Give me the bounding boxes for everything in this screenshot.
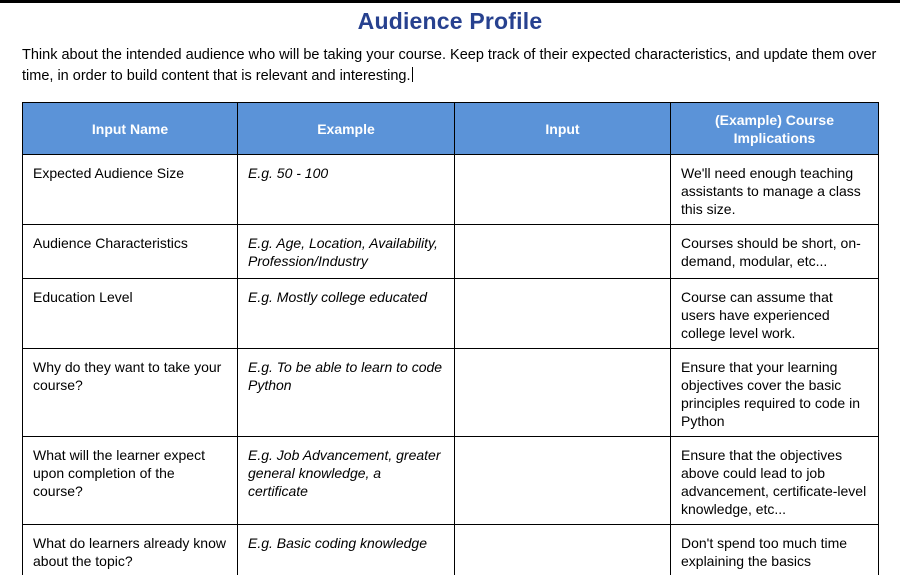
table-row [23, 155, 879, 225]
cell-input-name[interactable]: Audience Characteristics [23, 225, 238, 279]
cell-input-empty[interactable] [455, 279, 671, 349]
audience-profile-table [22, 102, 879, 575]
page-title: Audience Profile [357, 8, 543, 34]
header-input[interactable]: Input [455, 103, 671, 155]
cell-input-empty[interactable] [455, 525, 671, 575]
table-row [23, 437, 879, 525]
header-input-name[interactable]: Input Name [23, 103, 238, 155]
cell-implications[interactable]: Course can assume that users have experienced college level work. [671, 279, 879, 349]
text-cursor [412, 67, 414, 82]
window-top-edge [0, 0, 900, 3]
cell-input-empty[interactable] [455, 349, 671, 437]
cell-input-empty[interactable] [455, 155, 671, 225]
cell-input-name[interactable]: What do learners already know about the topic? [23, 525, 238, 575]
cell-input-name[interactable]: Education Level [23, 279, 238, 349]
cell-example[interactable]: E.g. Job Advancement, greater general knowledge, a certificate [238, 437, 455, 525]
intro-text: Think about the intended audience who will be taking your course. Keep track of their expected characteristics, and update them over time, in order to build content that is relevant and interesting. [22, 47, 877, 84]
cell-input-name[interactable]: What will the learner expect upon completion of the course? [23, 437, 238, 525]
cell-input-empty[interactable] [455, 437, 671, 525]
header-example[interactable]: Example [238, 103, 455, 155]
cell-implications[interactable]: Ensure that the objectives above could lead to job advancement, certificate-level knowledge, etc... [671, 437, 879, 525]
cell-example[interactable]: E.g. To be able to learn to code Python [238, 349, 455, 437]
cell-input-empty[interactable] [455, 225, 671, 279]
cell-example[interactable]: E.g. Basic coding knowledge [238, 525, 455, 575]
cell-example[interactable]: E.g. Age, Location, Availability, Profession/Industry [238, 225, 455, 279]
table-row [23, 525, 879, 575]
cell-input-name[interactable]: Why do they want to take your course? [23, 349, 238, 437]
cell-input-name[interactable]: Expected Audience Size [23, 155, 238, 225]
table-row [23, 225, 879, 279]
cell-implications[interactable]: Courses should be short, on-demand, modular, etc... [671, 225, 879, 279]
cell-implications[interactable]: Ensure that your learning objectives cover the basic principles required to code in Python [671, 349, 879, 437]
cell-example[interactable]: E.g. Mostly college educated [238, 279, 455, 349]
table-row [23, 349, 879, 437]
cell-example[interactable]: E.g. 50 - 100 [238, 155, 455, 225]
table-row [23, 279, 879, 349]
table-header-row [23, 103, 879, 155]
header-course-implications[interactable]: (Example) Course Implications [671, 103, 879, 155]
intro-paragraph[interactable] [22, 45, 878, 87]
cell-implications[interactable]: Don't spend too much time explaining the basics [671, 525, 879, 575]
cell-implications[interactable]: We'll need enough teaching assistants to manage a class this size. [671, 155, 879, 225]
